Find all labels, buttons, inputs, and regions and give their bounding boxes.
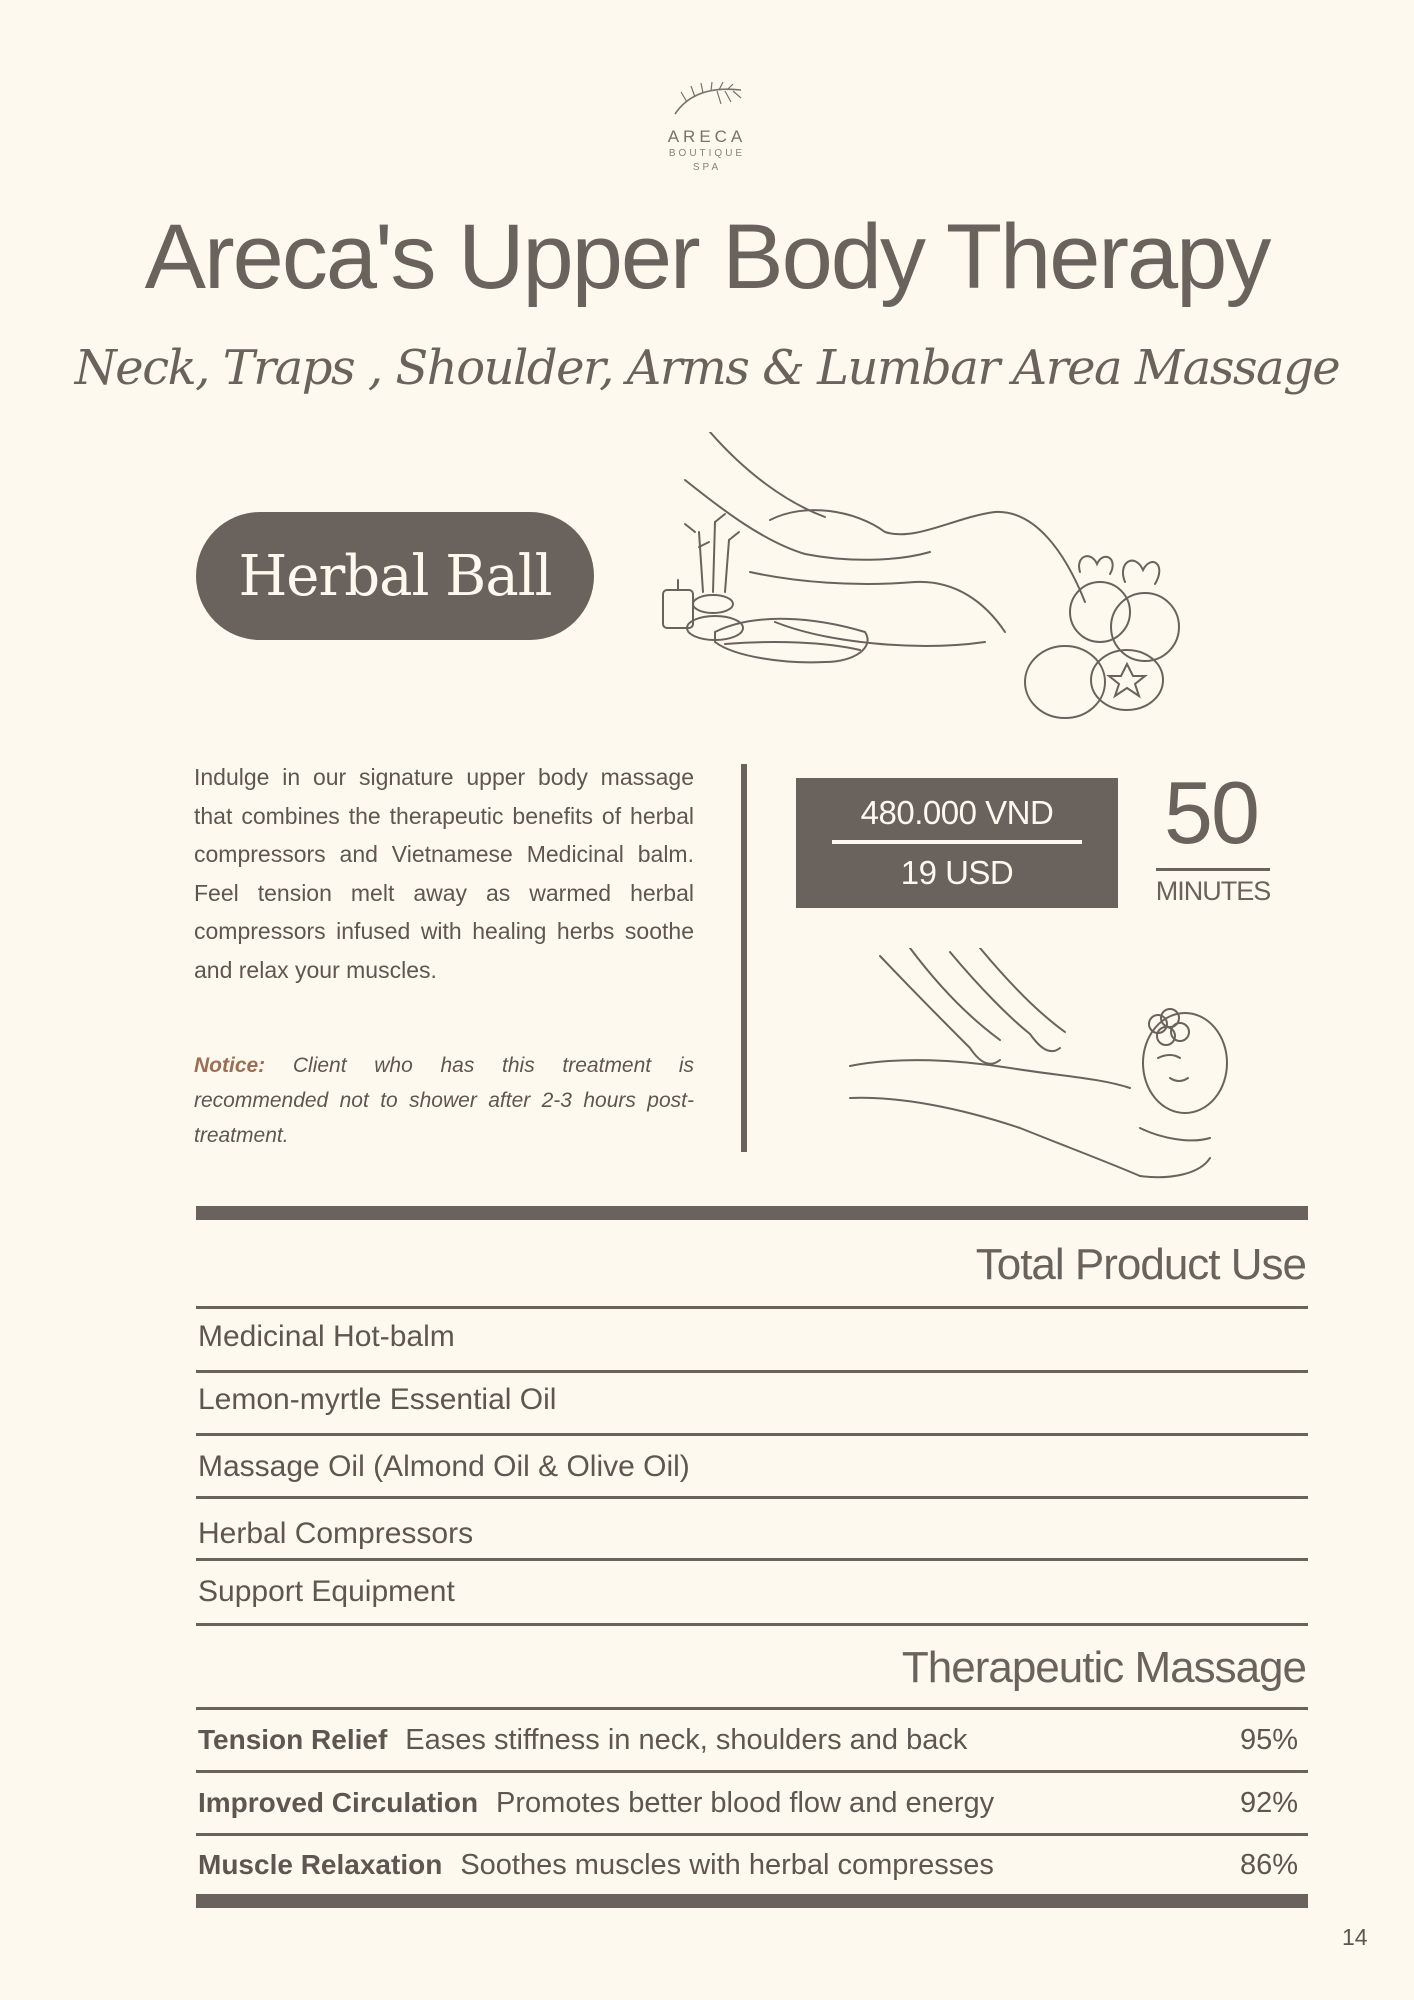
price-vnd: 480.000 VND (860, 794, 1054, 831)
price-separator (832, 840, 1082, 844)
benefit-desc: Promotes better blood flow and energy (496, 1786, 995, 1819)
divider (196, 1433, 1308, 1436)
page-subtitle: Neck, Traps , Shoulder, Arms & Lumbar Area Massage (74, 340, 1340, 396)
logo-sub-spa: SPA (692, 162, 722, 173)
benefit-percent: 86% (1239, 1848, 1298, 1881)
divider (196, 1623, 1308, 1626)
product-item: Medicinal Hot-balm (198, 1320, 455, 1353)
treatment-badge: Herbal Ball (196, 512, 594, 640)
logo-sub-boutique: BOUTIQUE (668, 148, 746, 159)
page-number: 14 (1342, 1924, 1368, 1950)
products-title: Total Product Use (975, 1240, 1306, 1289)
benefit-percent: 95% (1239, 1723, 1298, 1756)
vertical-divider (741, 764, 747, 1152)
divider (196, 1833, 1308, 1836)
product-item: Herbal Compressors (198, 1517, 474, 1550)
benefit-percent: 92% (1239, 1786, 1298, 1819)
notice-text (194, 1048, 694, 1153)
therapeutic-row (198, 1843, 1298, 1887)
massage-scene-illustration (655, 432, 1215, 722)
duration-underline (1156, 868, 1270, 871)
product-item: Lemon-myrtle Essential Oil (198, 1383, 557, 1416)
divider (196, 1558, 1308, 1561)
benefit-desc: Eases stiffness in neck, shoulders and back (405, 1723, 968, 1756)
divider (196, 1370, 1308, 1373)
benefit-name: Tension Relief (198, 1724, 388, 1755)
product-item: Support Equipment (198, 1575, 455, 1608)
logo-name: ARECA (667, 127, 747, 146)
brand-logo (652, 78, 762, 175)
divider (196, 1496, 1308, 1499)
price-usd: 19 USD (900, 854, 1014, 891)
benefit-desc: Soothes muscles with herbal compresses (460, 1848, 994, 1881)
benefit-name: Improved Circulation (198, 1787, 479, 1818)
divider (196, 1306, 1308, 1309)
back-massage-illustration (840, 948, 1260, 1184)
notice-label: Notice: (194, 1054, 266, 1077)
therapeutic-row (198, 1781, 1298, 1825)
section-bar-top (196, 1206, 1308, 1220)
therapeutic-row (198, 1718, 1298, 1762)
page-title: Areca's Upper Body Therapy (144, 206, 1270, 308)
therapeutic-title: Therapeutic Massage (901, 1643, 1306, 1692)
palm-leaf-icon (667, 78, 747, 120)
treatment-description: Indulge in our signature upper body massage that combines the therapeutic benefits of herbal compressors and Vietnamese Medicinal balm. Feel tension melt away as warmed herbal compressors infused with healing herbs soothe and relax your muscles. (194, 764, 694, 983)
price-stamp (796, 778, 1118, 908)
duration-value: 50 (1164, 763, 1258, 862)
notice-body: Client who has this treatment is recommended not to shower after 2-3 hours post-treatment. (194, 1054, 694, 1147)
section-bar-bottom (196, 1894, 1308, 1908)
product-item: Massage Oil (Almond Oil & Olive Oil) (198, 1450, 690, 1483)
divider (196, 1707, 1308, 1710)
divider (196, 1770, 1308, 1773)
duration-unit: MINUTES (1155, 876, 1271, 906)
benefit-name: Muscle Relaxation (198, 1849, 443, 1880)
